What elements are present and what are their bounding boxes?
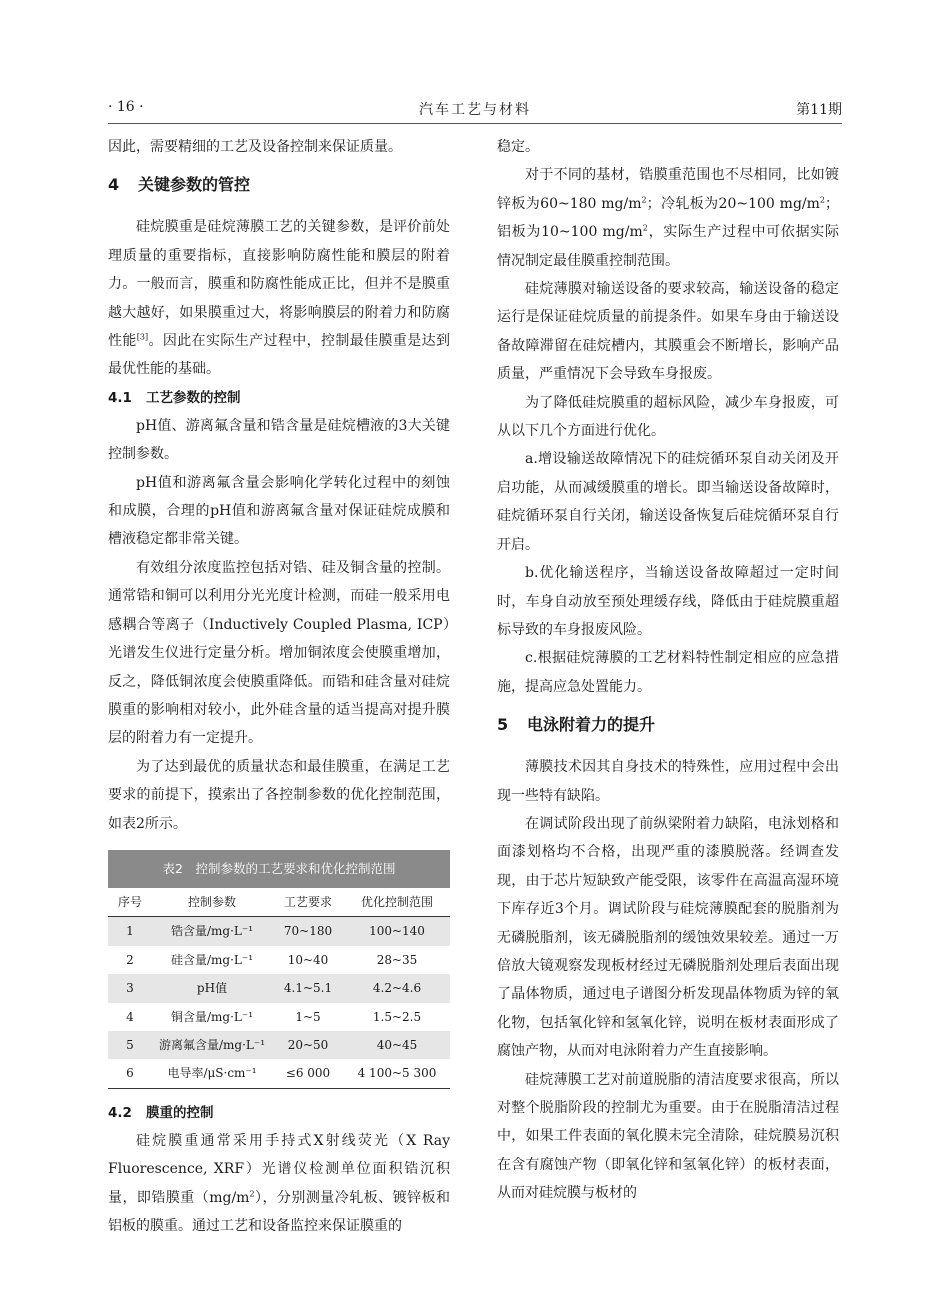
table-cell: 4.2~4.6 xyxy=(372,981,422,996)
column-header: 控制参数 xyxy=(187,894,236,909)
table-cell: 40~45 xyxy=(376,1037,418,1052)
section-number: 4 xyxy=(108,175,120,195)
list-item-b: b.优化输送程序，当输送设备故障超过一定时间时，车身自动放至预处理缓存线，降低由于硅烷膜重超标导致的车身报废风险。 xyxy=(497,565,839,638)
table-cell: 5 xyxy=(126,1037,134,1052)
superscript: 2 xyxy=(642,223,648,233)
paragraph: 硅烷薄膜工艺对前道脱脂的清洁度要求很高，所以对整个脱脂阶段的控制尤为重要。由于在脱脂清洁过程中，如果工件表面的氧化膜未完全清除，硅烷膜易沉积在含有腐蚀产物（即氧化锌和氢氧化锌）的板材表面，从而对硅烷膜与板材的 xyxy=(497,1071,839,1202)
paragraph: 有效组分浓度监控包括对锆、硅及铜含量的控制。通常锆和铜可以利用分光光度计检测，而硅一般采用电感耦合等离子（Inductively Coupled Plasma, ICP）光谱发生仪进行定量分析。增加铜浓度会使膜重增加，反之，降低铜浓度会使膜重降低。而锆和硅含量对硅烷膜重的影响相对较小，此外硅含量的适当提高对提升膜层的附着力有一定提升。 xyxy=(108,559,450,747)
issue-number: 第11期 xyxy=(796,102,842,118)
table-cell: 1 xyxy=(126,924,134,939)
table-row xyxy=(108,1031,450,1059)
paragraph: 薄膜技术因其自身技术的特殊性，应用过程中会出现一些特有缺陷。 xyxy=(497,759,839,804)
page-header xyxy=(108,97,842,121)
paragraph-text: 对于不同的基材，锆膜重范围也不尽相同，比如镀锌板为60~180 mg/m xyxy=(497,167,839,212)
paragraph-text: 硅烷膜重通常采用手持式X射线荧光（X Ray Fluorescence, XRF）光谱仪检测单位面积锆沉积量，即锆膜重（mg/m xyxy=(108,1132,450,1206)
paragraph: 为了达到最优的质量状态和最佳膜重，在满足工艺要求的前提下，摸索出了各控制参数的优化控制范围，如表2所示。 xyxy=(108,758,450,832)
paragraph-text: ；铝板为10~100 mg/m xyxy=(497,195,839,241)
section-heading-4 xyxy=(108,171,450,199)
table-cell: 4 xyxy=(126,1009,134,1024)
table-cell: 2 xyxy=(126,952,134,967)
paragraph-text: 硅烷膜重是硅烷薄膜工艺的关键参数，是评价前处理质量的重要指标，直接影响防腐性能和膜层的附着力。一般而言，膜重和防腐性能成正比，但并不是膜重越大越好，如果膜重过大，将影响膜层的附着力和防腐性能 xyxy=(108,219,450,350)
paragraph: 稳定。 xyxy=(497,139,539,155)
page-number: · 16 · xyxy=(108,99,144,115)
superscript: 2 xyxy=(249,1188,255,1198)
table-cell: 100~140 xyxy=(369,924,425,939)
table-cell: 1.5~2.5 xyxy=(372,1009,422,1024)
journal-title: 汽车工艺与材料 xyxy=(419,102,531,118)
table-cell: 电导率/μS·cm⁻¹ xyxy=(167,1066,257,1081)
paragraph: 为了降低硅烷膜重的超标风险，减少车身报废，可从以下几个方面进行优化。 xyxy=(497,394,839,440)
left-column xyxy=(108,133,450,1240)
table-cell: ≤6 000 xyxy=(285,1066,331,1081)
paragraph-text: ），分别测量冷轧板、镀锌板和铝板的膜重。通过工艺和设备监控来保证膜重的 xyxy=(108,1189,450,1234)
table-cell: 28~35 xyxy=(376,952,418,967)
paragraph-text: 。因此在实际生产过程中，控制最佳膜重是达到最优性能的基础。 xyxy=(108,333,451,378)
table-cell: 10~40 xyxy=(287,952,329,967)
subsection-title: 膜重的控制 xyxy=(146,1104,214,1121)
table-row xyxy=(108,1003,450,1031)
table-cell: 4.1~5.1 xyxy=(283,981,333,996)
superscript: 2 xyxy=(819,195,825,205)
paragraph: 硅烷薄膜对输送设备的要求较高，输送设备的稳定运行是保证硅烷质量的前提条件。如果车身由于输送设备故障滞留在硅烷槽内，其膜重会不断增长，影响产品质量，严重情况下会导致车身报废。 xyxy=(497,281,839,383)
table-cell: 3 xyxy=(126,981,134,996)
table-cell: 20~50 xyxy=(287,1037,329,1052)
paragraph-text: ，实际生产过程中可依据实际情况制定最佳膜重控制范围。 xyxy=(497,224,839,269)
paragraph: pH值和游离氟含量会影响化学转化过程中的刻蚀和成膜，合理的pH值和游离氟含量对保证硅烷成膜和槽液稳定都非常关键。 xyxy=(108,474,450,548)
parameter-table xyxy=(108,888,450,1089)
section-heading-5 xyxy=(497,711,839,739)
subsection-number: 4.1 xyxy=(108,389,132,406)
table-cell: pH值 xyxy=(196,981,228,996)
right-column xyxy=(497,133,839,1208)
column-header: 工艺要求 xyxy=(283,894,332,909)
table-cell: 锆含量/mg·L⁻¹ xyxy=(170,924,254,939)
table-cell: 1~5 xyxy=(295,1009,321,1024)
list-item-a: a.增设输送故障情况下的硅烷循环泵自动关闭及开启功能，从而减缓膜重的增长。即当输送设备故障时，硅烷循环泵自行关闭，输送设备恢复后硅烷循环泵自行开启。 xyxy=(497,451,839,553)
table-cell: 4 100~5 300 xyxy=(357,1066,437,1081)
table-row xyxy=(108,974,450,1002)
paragraph: pH值、游离氟含量和锆含量是硅烷槽液的3大关键控制参数。 xyxy=(108,417,450,463)
table-row xyxy=(108,1059,450,1088)
list-item-c: c.根据硅烷薄膜的工艺材料特性制定相应的应急措施，提高应急处置能力。 xyxy=(497,650,839,695)
table-cell: 硅含量/mg·L⁻¹ xyxy=(170,952,254,967)
table-cell: 游离氟含量/mg·L⁻¹ xyxy=(158,1037,266,1052)
citation: [3] xyxy=(136,332,149,342)
paragraph xyxy=(108,213,450,383)
subsection-number: 4.2 xyxy=(108,1104,132,1121)
superscript: 2 xyxy=(641,195,647,205)
subsection-title: 工艺参数的控制 xyxy=(146,389,241,406)
table-cell: 铜含量/mg·L⁻¹ xyxy=(170,1009,254,1024)
table-2 xyxy=(108,850,450,1089)
paragraph: 在调试阶段出现了前纵梁附着力缺陷，电泳划格和面漆划格均不合格，出现严重的漆膜脱落。经调查发现，由于芯片短缺致产能受限，该零件在高温高湿环境下库存近3个月。调试阶段与硅烷薄膜配套的脱脂剂为无磷脱脂剂，该无磷脱脂剂的缓蚀效果较差。通过一万倍放大镜观察发现板材经过无磷脱脂剂处理后表面出现了晶体物质，通过电子谱图分析发现晶体物质为锌的氧化物，包括氧化锌和氢氧化锌，说明在板材表面形成了腐蚀产物，从而对电泳附着力产生直接影响。 xyxy=(497,815,839,1060)
section-number: 5 xyxy=(497,715,509,735)
paragraph xyxy=(497,161,839,275)
section-title: 关键参数的管控 xyxy=(138,175,251,195)
table-cell: 70~180 xyxy=(283,924,333,939)
table-header-row xyxy=(108,888,450,917)
paragraph-text: ；冷轧板为20~100 mg/m xyxy=(646,195,820,212)
table-cell: 6 xyxy=(126,1066,134,1081)
header-rule xyxy=(108,123,842,124)
table-row xyxy=(108,917,450,946)
subsection-heading-4-2 xyxy=(108,1099,450,1127)
section-title: 电泳附着力的提升 xyxy=(527,715,656,735)
paragraph: 因此，需要精细的工艺及设备控制来保证质量。 xyxy=(108,139,402,155)
column-header: 优化控制范围 xyxy=(360,894,433,909)
table-caption: 表2 控制参数的工艺要求和优化控制范围 xyxy=(108,850,450,888)
paragraph xyxy=(108,1127,450,1241)
subsection-heading-4-1 xyxy=(108,384,450,412)
column-header: 序号 xyxy=(117,894,142,909)
table-row xyxy=(108,946,450,974)
